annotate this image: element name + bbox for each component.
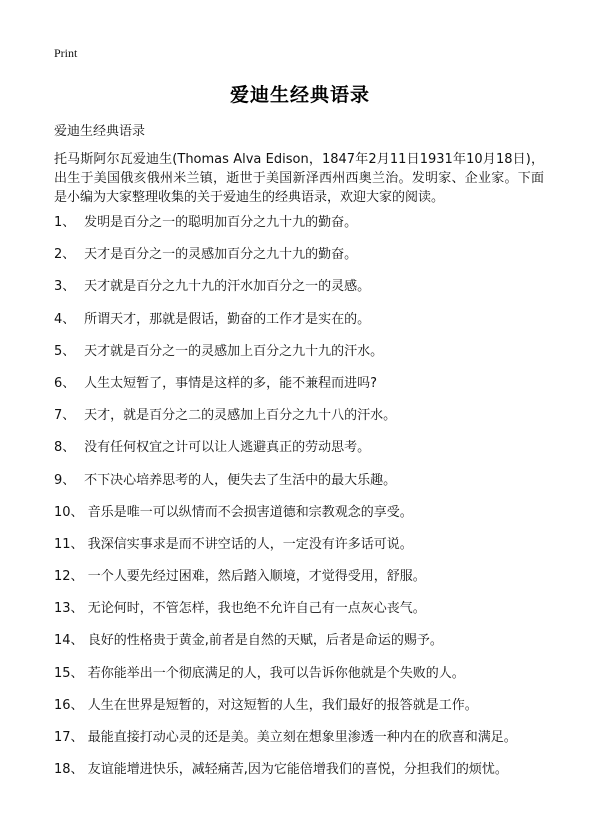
quote-number: 14、 [54, 633, 84, 649]
subtitle: 爱迪生经典语录 [54, 124, 146, 139]
quote-item [54, 439, 564, 471]
quote-item [54, 343, 564, 375]
quote-number: 3、 [54, 279, 76, 295]
quote-item [54, 729, 564, 761]
quote-text: 无论何时，不管怎样，我也绝不允许自己有一点灰心丧气。 [87, 601, 426, 617]
quote-item [54, 504, 564, 536]
quote-number: 5、 [54, 343, 76, 359]
quote-item [54, 407, 564, 439]
quote-number: 2、 [54, 247, 76, 263]
quote-item [54, 761, 564, 793]
quote-number: 8、 [54, 440, 76, 456]
quote-item [54, 246, 564, 278]
quote-item [54, 697, 564, 729]
quote-number: 7、 [54, 408, 76, 424]
quote-number: 1、 [54, 215, 76, 230]
quote-item [54, 568, 564, 600]
quote-number: 17、 [54, 730, 84, 745]
quote-text: 天才，就是百分之二的灵感加上百分之九十八的汗水。 [84, 408, 397, 424]
quote-text: 一个人要先经过困难，然后踏入顺境，才觉得受用，舒服。 [87, 569, 426, 585]
page-title: 爱迪生经典语录 [229, 84, 370, 106]
quote-text: 若你能举出一个彻底满足的人，我可以告诉你他就是个失败的人。 [87, 665, 465, 681]
quote-number: 10、 [54, 504, 84, 520]
quote-item [54, 665, 564, 697]
quote-number: 4、 [54, 311, 76, 327]
quote-text: 没有任何权宜之计可以让人逃避真正的劳动思考。 [84, 440, 371, 456]
quote-item [54, 536, 564, 568]
quote-text: 天才就是百分之一的灵感加上百分之九十九的汗水。 [84, 343, 384, 359]
print-link[interactable]: Print [54, 46, 78, 60]
intro-paragraph: 托马斯阿尔瓦爱迪生(Thomas Alva Edison，1847年2月11日1931年10月18日)，出生于美国俄亥俄州米兰镇，逝世于美国新泽西州西奥兰治。发明家、企业家。下面是小编为大家整理收集的关于爱迪生的经典语录，欢迎大家的阅读。 [54, 152, 544, 205]
quote-number: 13、 [54, 601, 84, 617]
quote-number: 18、 [54, 762, 84, 778]
quote-item [54, 375, 564, 407]
quote-text: 所谓天才，那就是假话，勤奋的工作才是实在的。 [84, 311, 371, 327]
quote-item [54, 311, 564, 343]
quote-text: 人生在世界是短暂的，对这短暂的人生，我们最好的报答就是工作。 [87, 697, 478, 713]
quote-text: 发明是百分之一的聪明加百分之九十九的勤奋。 [84, 215, 358, 230]
quote-number: 9、 [54, 472, 76, 488]
quote-text: 音乐是唯一可以纵情而不会损害道德和宗教观念的享受。 [87, 504, 413, 520]
quote-text: 良好的性格贵于黄金,前者是自然的天赋，后者是命运的赐予。 [87, 633, 443, 649]
quote-text: 天才就是百分之九十九的汗水加百分之一的灵感。 [84, 279, 371, 295]
quote-item [54, 214, 564, 246]
quote-number: 11、 [54, 536, 84, 552]
quote-item [54, 632, 564, 664]
quote-item [54, 472, 564, 504]
quote-number: 12、 [54, 569, 84, 585]
quote-number: 6、 [54, 375, 76, 391]
quote-item [54, 600, 564, 632]
quote-text: 友谊能增进快乐，减轻痛苦,因为它能倍增我们的喜悦，分担我们的烦忧。 [87, 762, 508, 778]
quote-text: 人生太短暂了，事情是这样的多，能不兼程而进吗? [84, 375, 378, 391]
quote-number: 15、 [54, 665, 84, 681]
quote-text: 天才是百分之一的灵感加百分之九十九的勤奋。 [84, 247, 358, 263]
quote-number: 16、 [54, 697, 84, 713]
quote-text: 最能直接打动心灵的还是美。美立刻在想象里渗透一种内在的欣喜和满足。 [87, 730, 517, 745]
quote-item [54, 278, 564, 310]
quote-list [54, 214, 564, 793]
quote-text: 不下决心培养思考的人，便失去了生活中的最大乐趣。 [84, 472, 397, 488]
quote-text: 我深信实事求是而不讲空话的人，一定没有许多话可说。 [87, 536, 413, 552]
